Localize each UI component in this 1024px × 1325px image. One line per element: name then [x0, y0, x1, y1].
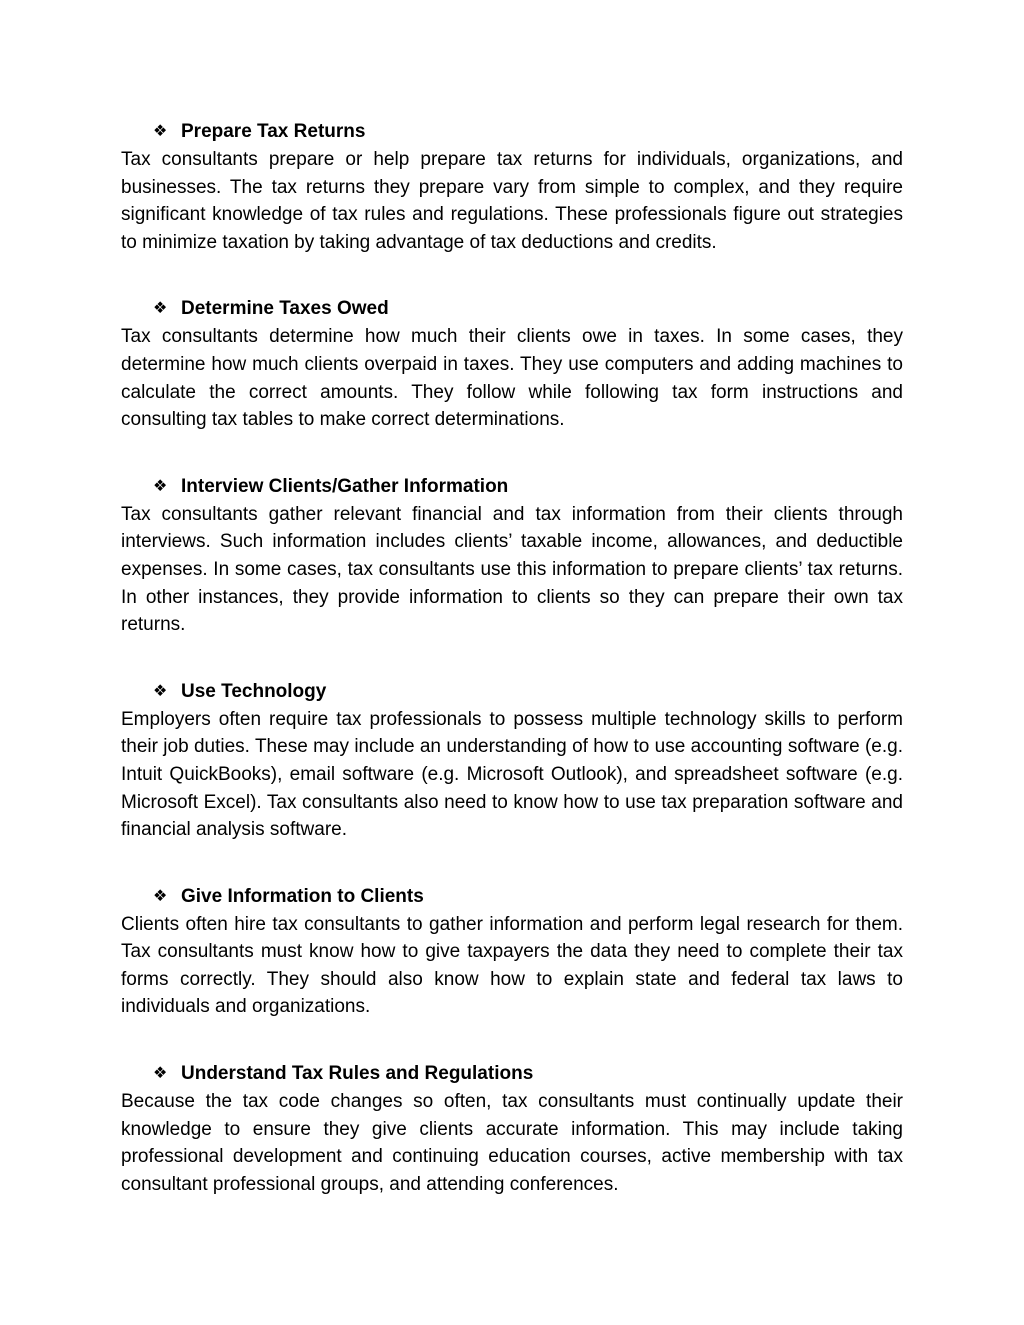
- section-heading-text: Give Information to Clients: [181, 885, 424, 907]
- section-body: Tax consultants determine how much their clients owe in taxes. In some cases, they determine how much clients overpaid in taxes. They use computers and adding machines to calculate the correct amounts. They follow while following tax form instructions and consulting tax tables to make correct determinations.: [121, 326, 903, 431]
- section-give-information: [121, 883, 903, 1021]
- section-heading-text: Use Technology: [181, 680, 327, 702]
- section-body: Tax consultants gather relevant financial and tax information from their clients through interviews. Such information includes clients’ taxable income, allowances, and deductible expenses. In some cases, tax consultants use this information to prepare clients’ tax returns. In other instances, they provide information to clients so they can prepare their own tax returns.: [121, 503, 903, 636]
- section-heading-text: Prepare Tax Returns: [181, 121, 366, 142]
- section-body: Because the tax code changes so often, tax consultants must continually update their knowledge to ensure they give clients accurate information. This may include taking professional development and continuing education courses, active membership with tax consultant professional groups, and attending conferences.: [121, 1091, 903, 1195]
- diamond-bullet-icon: ❖: [153, 887, 168, 905]
- section-use-technology: [121, 678, 903, 844]
- section-heading: [121, 295, 903, 323]
- section-interview-clients: [121, 473, 903, 639]
- section-prepare-tax-returns: [121, 118, 903, 256]
- section-heading: [121, 678, 903, 706]
- document-page: [121, 118, 903, 1237]
- section-heading-text: Determine Taxes Owed: [181, 298, 389, 320]
- section-heading-text: Interview Clients/Gather Information: [181, 475, 509, 497]
- section-heading: [121, 1060, 903, 1088]
- section-understand-tax-rules: [121, 1060, 903, 1198]
- section-heading: [121, 883, 903, 911]
- diamond-bullet-icon: ❖: [153, 1065, 168, 1083]
- diamond-bullet-icon: ❖: [153, 477, 168, 495]
- section-body: Employers often require tax professionals to possess multiple technology skills to perform their job duties. These may include an understanding of how to use accounting software (e.g. Intuit QuickBooks), email software (e.g. Microsoft Outlook), and spreadsheet software (e.g. Microsoft Excel). Tax consultants also need to know how to use tax preparation software and financial analysis software.: [121, 708, 903, 841]
- diamond-bullet-icon: ❖: [153, 123, 168, 140]
- section-heading: [121, 473, 903, 501]
- section-determine-taxes-owed: [121, 295, 903, 433]
- section-heading: [121, 118, 903, 146]
- section-heading-text: Understand Tax Rules and Regulations: [181, 1063, 534, 1085]
- diamond-bullet-icon: ❖: [153, 300, 168, 318]
- section-body: Clients often hire tax consultants to gather information and perform legal research for them. Tax consultants must know how to give taxpayers the data they need to complete their tax forms correctly. They should also know how to explain state and federal tax laws to individuals and organizations.: [121, 913, 903, 1018]
- diamond-bullet-icon: ❖: [153, 682, 168, 700]
- section-body: Tax consultants prepare or help prepare tax returns for individuals, organizations, and businesses. The tax returns they prepare vary from simple to complex, and they require significant knowledge of tax rules and regulations. These professionals figure out strategies to minimize taxation by taking advantage of tax deductions and credits.: [121, 149, 903, 253]
